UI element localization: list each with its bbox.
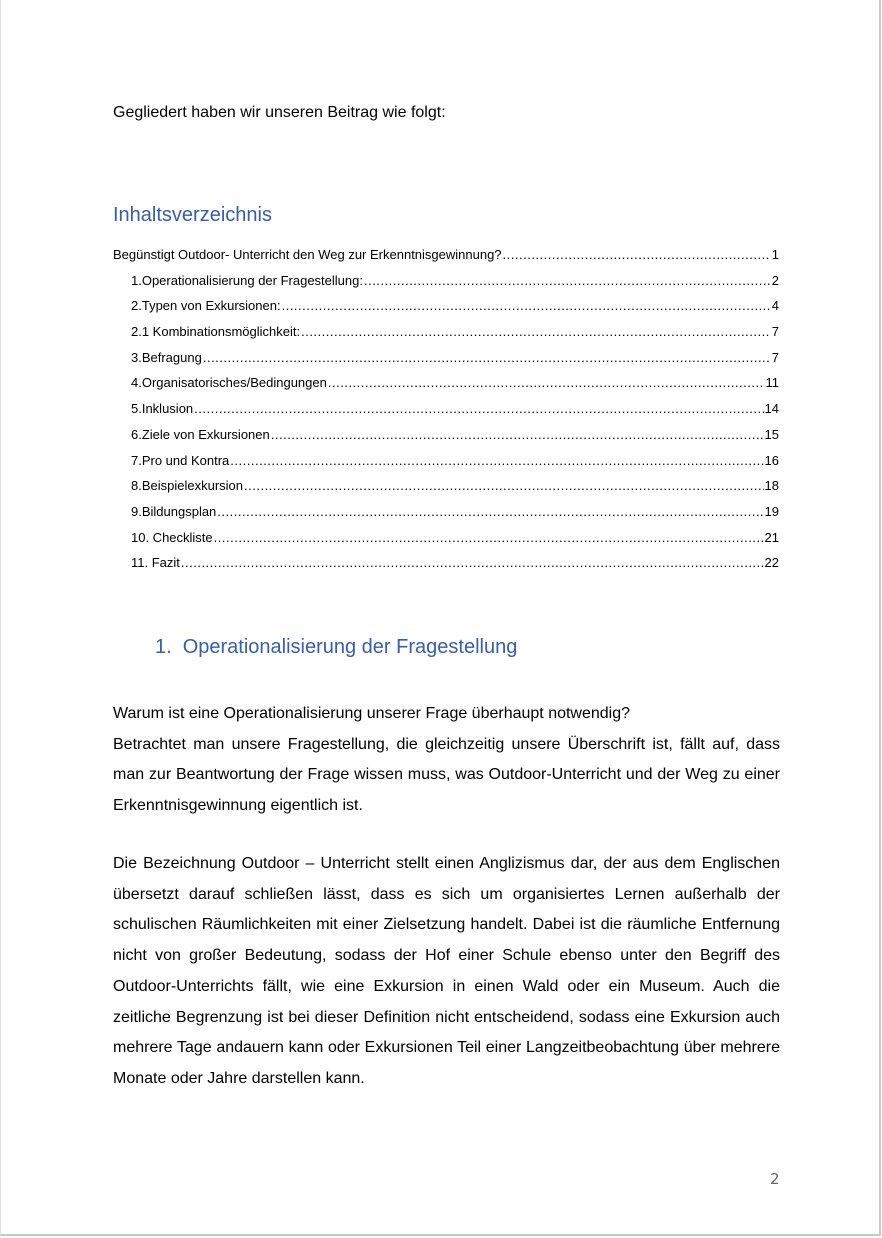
toc-entry-page: 4 (771, 298, 779, 314)
paragraph-1 (113, 699, 780, 822)
toc-entry[interactable] (113, 555, 779, 581)
toc-entry-label: 5.Inklusion (131, 401, 194, 417)
section-heading (155, 636, 517, 659)
toc-leader-dots (364, 273, 771, 288)
toc-entry-label: 8.Beispielexkursion (131, 478, 244, 494)
toc-entry[interactable] (113, 401, 779, 427)
toc-entry-page: 7 (771, 349, 779, 365)
section-title: Operationalisierung der Fragestellung (182, 636, 518, 658)
toc-entry-label: 1.Operationalisierung der Fragestellung: (131, 272, 363, 288)
toc-entry-page: 7 (771, 324, 779, 340)
toc-title: Inhaltsverzeichnis (113, 204, 272, 226)
toc-entry[interactable] (113, 375, 779, 401)
toc-leader-dots (194, 401, 763, 416)
toc-entry-label: 2.Typen von Exkursionen: (131, 298, 281, 314)
toc-entry-page: 22 (764, 555, 779, 571)
toc-leader-dots (503, 247, 771, 262)
toc-entry-page: 21 (764, 529, 779, 545)
toc-entry[interactable] (113, 504, 779, 530)
toc-leader-dots (282, 298, 771, 313)
toc-entry-label: 9.Bildungsplan (131, 503, 217, 519)
toc-entry-label: 6.Ziele von Exkursionen (131, 426, 270, 442)
toc-leader-dots (214, 530, 764, 545)
toc-entry-page: 16 (764, 452, 779, 468)
toc-entry-label: 11. Fazit (131, 555, 180, 571)
toc-entry-page: 11 (765, 375, 779, 391)
toc-entry[interactable] (113, 530, 779, 556)
page-number: 2 (770, 1170, 780, 1188)
toc-entry[interactable] (113, 478, 779, 504)
toc-leader-dots (230, 453, 763, 468)
paragraph-text: Betrachtet man unsere Fragestellung, die gleichzeitig unsere Überschrift ist, fällt auf, dass man zur Beantwortung der Frage wissen muss, was Outdoor-Unterricht und der Weg zu einer Erkenntnisgewinnung eigentlich ist. (113, 735, 780, 815)
toc-entry-label: 7.Pro und Kontra (131, 452, 230, 468)
toc-entry-page: 19 (764, 503, 779, 519)
toc-leader-dots (301, 324, 771, 339)
paragraph-2: Die Bezeichnung Outdoor – Unterricht stellt einen Anglizismus dar, der aus dem Englischen übersetzt darauf schließen lässt, dass es sich um organisiertes Lernen außerhalb der schulischen Räumlichkeiten mit einer Zielsetzung handelt. Dabei ist die räumliche Entfernung nicht von großer Bedeutung, sodass der Hof einer Schule ebenso unter den Begriff des Outdoor-Unterrichts fällt, wie eine Exkursion in einen Wald oder ein Museum. Auch die zeitliche Begrenzung ist bei dieser Definition nicht entscheidend, sodass eine Exkursion auch mehrere Tage andauern kann oder Exkursionen Teil einer Langzeitbeobachtung über mehrere Monate oder Jahre darstellen kann. (113, 855, 780, 1087)
toc-entry-label: 3.Befragung (131, 349, 202, 365)
paragraph-question: Warum ist eine Operationalisierung unserer Frage überhaupt notwendig? (113, 705, 631, 722)
table-of-contents (113, 247, 779, 581)
toc-entry[interactable] (113, 324, 779, 350)
toc-leader-dots (217, 504, 763, 519)
toc-leader-dots (244, 478, 764, 493)
toc-entry-page: 14 (764, 401, 779, 417)
section-number: 1. (155, 636, 172, 658)
toc-entry-page: 1 (771, 247, 779, 262)
toc-leader-dots (271, 427, 764, 442)
toc-leader-dots (203, 350, 771, 365)
toc-entry-label: 4.Organisatorisches/Bedingungen (131, 375, 327, 391)
toc-entry-label: 10. Checkliste (131, 529, 213, 545)
toc-entry[interactable] (113, 453, 779, 479)
toc-entry-page: 2 (771, 272, 779, 288)
toc-entry[interactable] (113, 298, 779, 324)
toc-entry[interactable] (113, 350, 779, 376)
toc-leader-dots (328, 375, 765, 390)
toc-entry[interactable] (113, 427, 779, 453)
toc-entry-page: 18 (764, 478, 779, 494)
toc-entry-page: 15 (764, 426, 779, 442)
toc-entry[interactable] (113, 247, 779, 273)
toc-entry-label: Begünstigt Outdoor- Unterricht den Weg zur Erkenntnisgewinnung? (113, 247, 502, 262)
toc-leader-dots (181, 555, 764, 570)
intro-text: Gegliedert haben wir unseren Beitrag wie folgt: (113, 104, 446, 121)
toc-entry[interactable] (113, 273, 779, 299)
toc-entry-label: 2.1 Kombinationsmöglichkeit: (131, 324, 301, 340)
